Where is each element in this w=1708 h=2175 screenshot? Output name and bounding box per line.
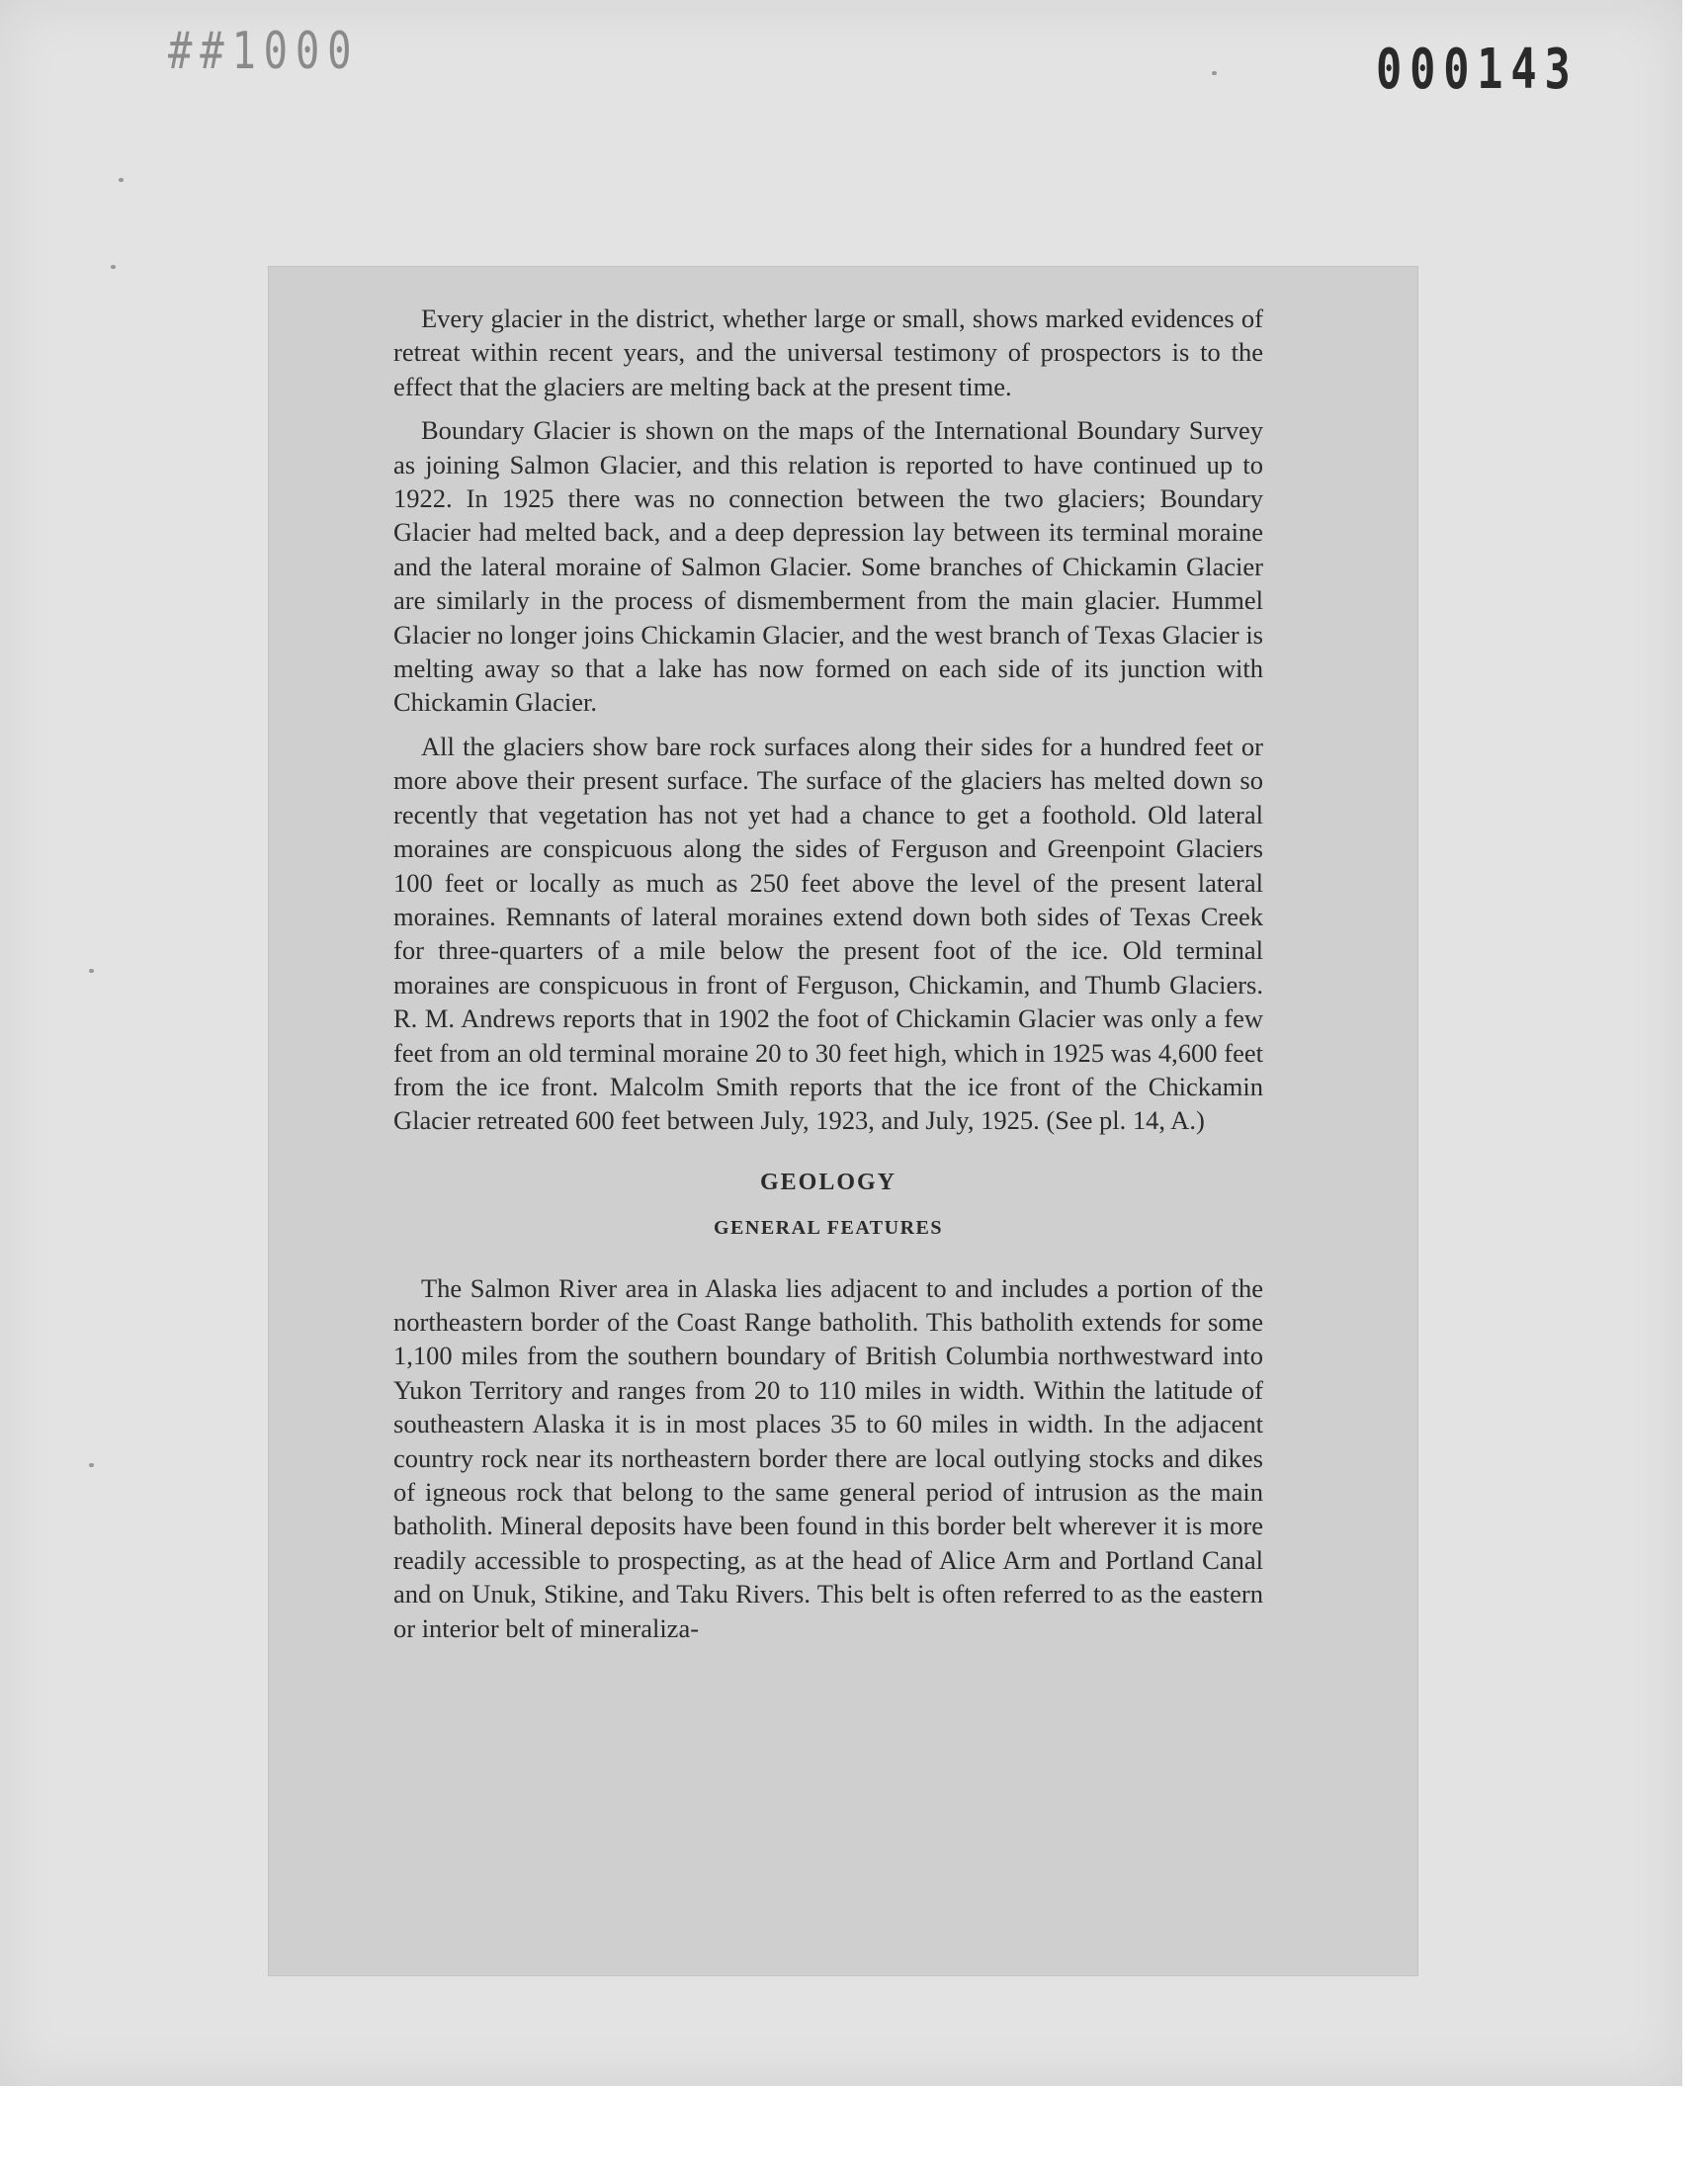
paragraph-glacier-retreat: Every glacier in the district, whether large or small, shows marked evidences of retreat within recent years, and the universal testimony of prospectors is to the effect that the glaciers are melting back at the present time. [393,304,1263,401]
archive-stamp-left: ##1000 [168,22,360,81]
paragraph-salmon-river-area: The Salmon River area in Alaska lies adjacent to and includes a portion of the northeastern border of the Coast Range batholith. This batholith extends for some 1,100 miles from the southern boundary of British Columbia northwestward into Yukon Territory and ranges from 20 to 110 miles in width. Within the latitude of southeastern Alaska it is in most places 35 to 60 miles in width. In the adjacent country rock near its northeastern border there are local outlying stocks and dikes of igneous rock that belong to the same general period of intrusion as the main batholith. Mineral deposits have been found in this border belt wherever it is more readily accessible to prospecting, as at the head of Alice Arm and Portland Canal and on Unuk, Stikine, and Taku Rivers. This belt is often referred to as the eastern or interior belt of mineraliza- [393,1272,1263,1643]
paragraph-boundary-glacier: Boundary Glacier is shown on the maps of the International Boundary Survey as joining Salmon Glacier, and this relation is reported to have continued up to 1922. In 1925 there was no connection between the two glaciers; Boundary Glacier had melted back, and a deep depression lay between its terminal moraine and the lateral moraine of Salmon Glacier. Some branches of Chickamin Glacier are similarly in the process of dismemberment from the main glacier. Hummel Glacier no longer joins Chickamin Glacier, and the west branch of Texas Glacier is melting away so that a lake has now formed on each side of its junction with Chickamin Glacier. [393,415,1263,718]
paragraph-bare-rock-surfaces: All the glaciers show bare rock surfaces along their sides for a hundred feet or more above their present surface. The surface of the glaciers has melted down so recently that vegetation has not yet had a chance to get a foothold. Old lateral moraines are conspicuous along the sides of Ferguson and Greenpoint Glaciers 100 feet or locally as much as 250 feet above the level of the present lateral moraines. Remnants of lateral moraines extend down both sides of Texas Creek for three-quarters of a mile below the present foot of the ice. Old terminal moraines are conspicuous in front of Ferguson, Chickamin, and Thumb Glaciers. R. M. Andrews reports that in 1902 the foot of Chickamin Glacier was only a few feet from an old terminal moraine 20 to 30 feet high, which in 1925 was 4,600 feet from the ice front. Malcolm Smith reports that the ice front of the Chickamin Glacier retreated 600 feet between July, 1923, and July, 1925. (See pl. 14, A.) [393,731,1263,1136]
scan-speck [89,969,94,973]
page-number-stamp: 000143 [1376,38,1579,102]
scan-speck [1212,71,1217,75]
page-body [393,302,1263,1645]
scan-speck [119,178,124,182]
section-heading-geology: GEOLOGY [759,1169,897,1195]
scan-speck [111,265,116,269]
subsection-heading-general-features: GENERAL FEATURES [713,1217,943,1240]
scan-speck [89,1463,94,1467]
